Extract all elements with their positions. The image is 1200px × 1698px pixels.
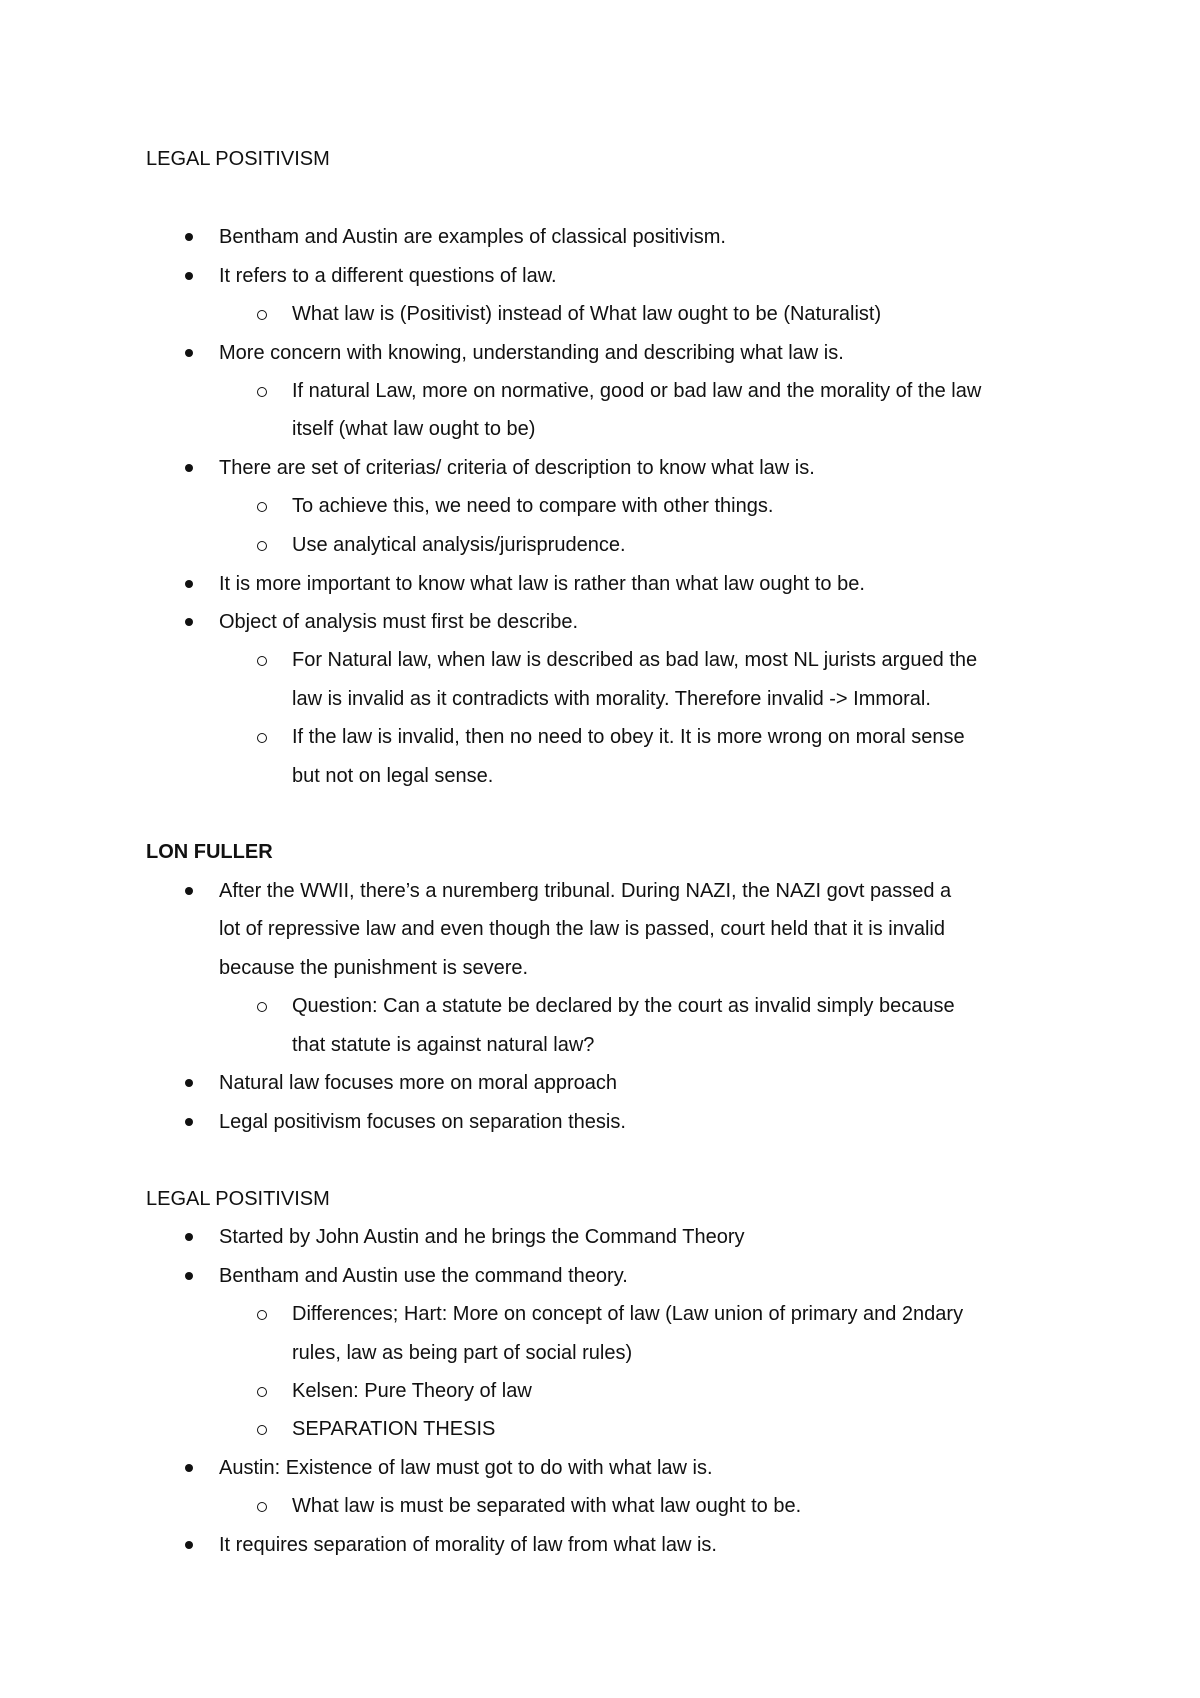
- list-item: After the WWII, there’s a nuremberg tribunal. During NAZI, the NAZI govt passed a: [219, 880, 952, 902]
- list-item: More concern with knowing, understanding and describing what law is.: [219, 342, 844, 364]
- sub-list-item: Question: Can a statute be declared by the court as invalid simply because: [292, 995, 955, 1017]
- section-heading-legal-positivism-2: LEGAL POSITIVISM: [146, 1188, 330, 1210]
- sub-list-item-continuation: itself (what law ought to be): [292, 418, 536, 440]
- hollow-bullet-icon: [257, 1502, 267, 1512]
- list-item: It is more important to know what law is rather than what law ought to be.: [219, 573, 865, 595]
- bullet-icon: [185, 887, 193, 895]
- bullet-icon: [185, 1233, 193, 1241]
- list-item: It refers to a different questions of law.: [219, 265, 557, 287]
- hollow-bullet-icon: [257, 387, 267, 397]
- sub-list-item-continuation: that statute is against natural law?: [292, 1034, 595, 1056]
- hollow-bullet-icon: [257, 310, 267, 320]
- bullet-icon: [185, 233, 193, 241]
- list-item: Austin: Existence of law must got to do with what law is.: [219, 1457, 713, 1479]
- hollow-bullet-icon: [257, 541, 267, 551]
- list-item: Bentham and Austin are examples of classical positivism.: [219, 226, 726, 248]
- sub-list-item: Kelsen: Pure Theory of law: [292, 1380, 532, 1402]
- bullet-icon: [185, 1541, 193, 1549]
- bullet-icon: [185, 1464, 193, 1472]
- list-item: There are set of criterias/ criteria of description to know what law is.: [219, 457, 815, 479]
- sub-list-item-continuation: but not on legal sense.: [292, 765, 494, 787]
- section-heading-legal-positivism: LEGAL POSITIVISM: [146, 148, 330, 170]
- sub-list-item: If the law is invalid, then no need to obey it. It is more wrong on moral sense: [292, 726, 965, 748]
- bullet-icon: [185, 272, 193, 280]
- list-item: Legal positivism focuses on separation thesis.: [219, 1111, 626, 1133]
- sub-list-item: Use analytical analysis/jurisprudence.: [292, 534, 626, 556]
- list-item: Object of analysis must first be describe.: [219, 611, 579, 633]
- list-item-continuation: because the punishment is severe.: [219, 957, 529, 979]
- sub-list-item: To achieve this, we need to compare with other things.: [292, 495, 774, 517]
- list-item: Bentham and Austin use the command theory.: [219, 1265, 628, 1287]
- bullet-icon: [185, 349, 193, 357]
- bullet-icon: [185, 1079, 193, 1087]
- sub-list-item: What law is (Positivist) instead of What law ought to be (Naturalist): [292, 303, 882, 325]
- bullet-icon: [185, 580, 193, 588]
- sub-list-item: If natural Law, more on normative, good or bad law and the morality of the law: [292, 380, 982, 402]
- hollow-bullet-icon: [257, 1002, 267, 1012]
- list-item: Started by John Austin and he brings the Command Theory: [219, 1226, 745, 1248]
- sub-list-item: Differences; Hart: More on concept of law (Law union of primary and 2ndary: [292, 1303, 964, 1325]
- list-item: It requires separation of morality of law from what law is.: [219, 1534, 717, 1556]
- sub-list-item: What law is must be separated with what law ought to be.: [292, 1495, 802, 1517]
- sub-list-item-continuation: rules, law as being part of social rules): [292, 1342, 633, 1364]
- hollow-bullet-icon: [257, 502, 267, 512]
- bullet-icon: [185, 618, 193, 626]
- hollow-bullet-icon: [257, 1387, 267, 1397]
- section-heading-lon-fuller: LON FULLER: [146, 841, 273, 863]
- hollow-bullet-icon: [257, 733, 267, 743]
- list-item: Natural law focuses more on moral approach: [219, 1072, 617, 1094]
- sub-list-item-continuation: law is invalid as it contradicts with morality. Therefore invalid -> Immoral.: [292, 688, 931, 710]
- sub-list-item: SEPARATION THESIS: [292, 1418, 496, 1440]
- bullet-icon: [185, 1272, 193, 1280]
- hollow-bullet-icon: [257, 656, 267, 666]
- hollow-bullet-icon: [257, 1310, 267, 1320]
- bullet-icon: [185, 1118, 193, 1126]
- hollow-bullet-icon: [257, 1425, 267, 1435]
- sub-list-item: For Natural law, when law is described as bad law, most NL jurists argued the: [292, 649, 978, 671]
- bullet-icon: [185, 464, 193, 472]
- list-item-continuation: lot of repressive law and even though the law is passed, court held that it is invalid: [219, 918, 945, 940]
